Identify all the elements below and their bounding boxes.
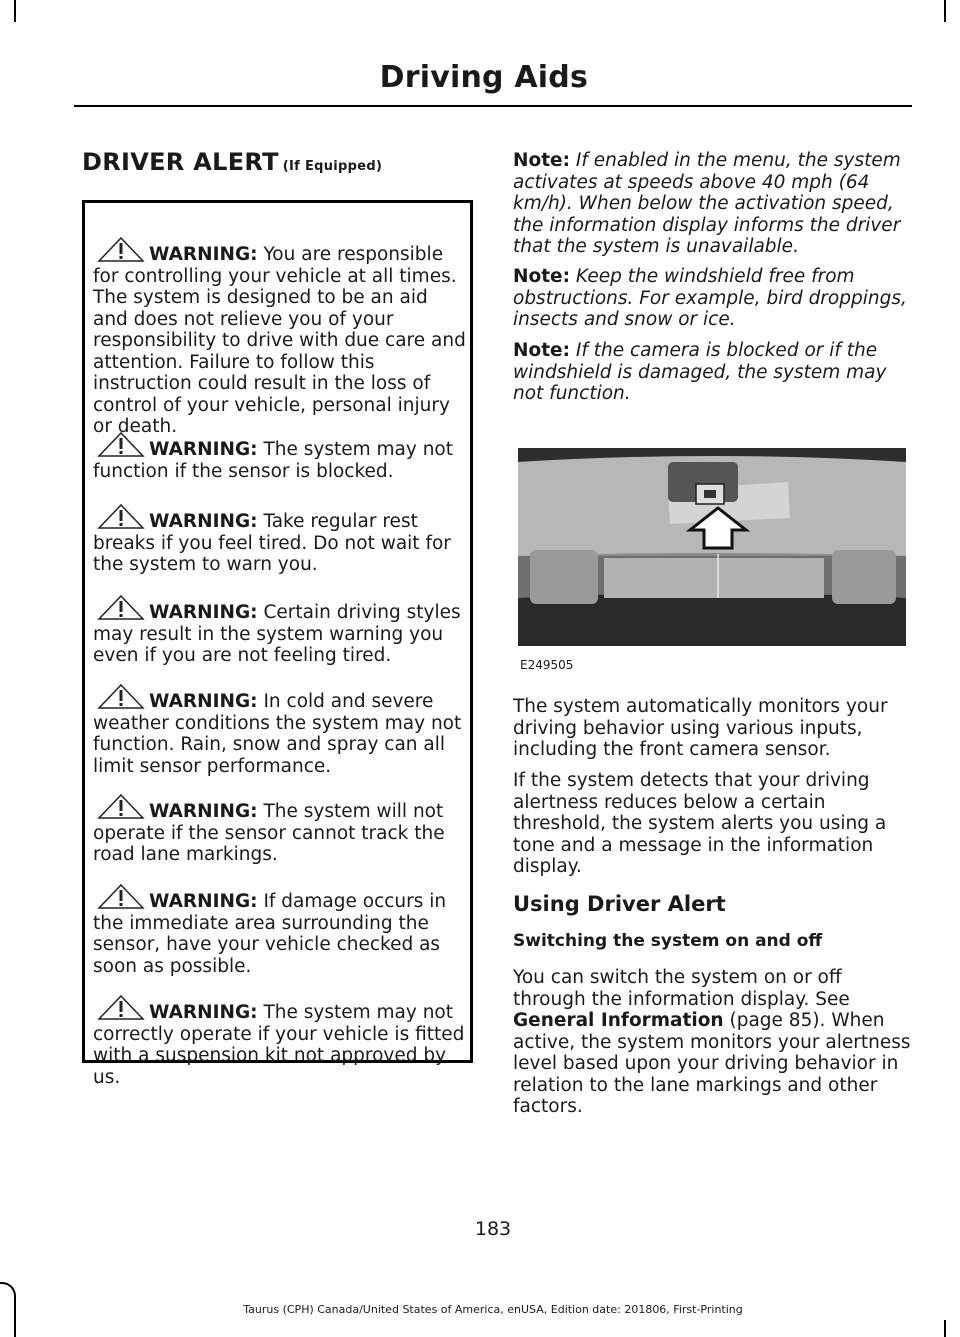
warning-1	[93, 236, 468, 438]
paragraph: If the system detects that your driving alertness reduces below a certain threshold, the system alerts you using a tone and a message in the information display.	[513, 770, 887, 877]
cross-reference-link[interactable]: General Information	[513, 1010, 724, 1031]
note-text: If the camera is blocked or if the windshield is damaged, the system may not function.	[513, 340, 887, 404]
note-2	[513, 266, 913, 331]
section-heading: Using Driver Alert	[513, 892, 726, 916]
warning-8	[93, 994, 468, 1088]
note-keyword: Note:	[513, 266, 570, 287]
warning-triangle-icon	[97, 431, 145, 457]
warning-6	[93, 793, 468, 866]
warning-7	[93, 883, 468, 977]
warning-text: Certain driving styles may result in the system warning you even if you are not feeling tired.	[93, 602, 461, 666]
warning-keyword: WARNING:	[149, 691, 258, 712]
warning-keyword: WARNING:	[149, 439, 258, 460]
warning-text: Take regular rest breaks if you feel tired. Do not wait for the system to warn you.	[93, 511, 451, 575]
warning-keyword: WARNING:	[149, 891, 258, 912]
warning-triangle-icon	[97, 683, 145, 709]
warning-text: You are responsible for controlling your vehicle at all times. The system is designed to be an aid and does not relieve you of your responsibility to drive with due care and attention. Failure to follow this instruction could result in the loss of control of your vehicle, personal injury or death.	[93, 244, 466, 437]
page-reference: (page 85).	[723, 1010, 826, 1031]
figure-label: E249505	[520, 658, 574, 672]
warning-triangle-icon	[97, 503, 145, 529]
section-title-text: DRIVER ALERT	[82, 148, 279, 176]
warning-triangle-icon	[97, 883, 145, 909]
warning-text: In cold and severe weather conditions the system may not function. Rain, snow and spray can all limit sensor performance.	[93, 691, 462, 777]
paragraph-text: You can switch the system on or off through the information display. See	[513, 967, 850, 1010]
crop-mark-top-left	[14, 0, 16, 22]
warning-keyword: WARNING:	[149, 511, 258, 532]
paragraph-text: When active, the system monitors your alertness level based upon your driving behavior in relation to the lane markings and other factors.	[513, 1010, 911, 1117]
paragraph	[513, 967, 913, 1118]
windshield-camera-illustration	[518, 448, 906, 646]
warning-triangle-icon	[97, 236, 145, 262]
header-rule	[74, 105, 912, 107]
note-text: Keep the windshield free from obstructions. For example, bird droppings, insects and snow or ice.	[513, 266, 907, 330]
page-header-title: Driving Aids	[379, 60, 588, 95]
subsection-heading: Switching the system on and off	[513, 931, 823, 951]
warning-5	[93, 683, 468, 777]
crop-mark-bottom-right	[944, 1320, 946, 1337]
warning-keyword: WARNING:	[149, 801, 258, 822]
footer-text: Taurus (CPH) Canada/United States of America, enUSA, Edition date: 201806, First-Printing	[243, 1303, 743, 1316]
warning-keyword: WARNING:	[149, 1002, 258, 1023]
warning-keyword: WARNING:	[149, 602, 258, 623]
note-keyword: Note:	[513, 340, 570, 361]
section-qualifier: (If Equipped)	[282, 159, 383, 174]
warning-keyword: WARNING:	[149, 244, 258, 265]
warning-4	[93, 594, 468, 667]
note-3	[513, 340, 913, 405]
warning-triangle-icon	[97, 793, 145, 819]
page-number: 183	[474, 1218, 512, 1240]
warning-triangle-icon	[97, 594, 145, 620]
note-keyword: Note:	[513, 150, 570, 171]
crop-mark-top-right	[944, 0, 946, 22]
section-title	[82, 148, 382, 176]
warning-3	[93, 503, 468, 576]
warning-triangle-icon	[97, 994, 145, 1020]
warning-box	[82, 200, 473, 1088]
warning-text: The system will not operate if the sensor cannot track the road lane markings.	[93, 801, 445, 865]
note-text: If enabled in the menu, the system activates at speeds above 40 mph (64 km/h). When below the activation speed, the information display informs the driver that the system is unavailable.	[513, 150, 901, 257]
warning-2	[93, 431, 468, 482]
warning-text: The system may not correctly operate if your vehicle is fitted with a suspension kit not approved by us.	[93, 1002, 465, 1088]
note-1	[513, 150, 913, 258]
warning-text: If damage occurs in the immediate area surrounding the sensor, have your vehicle checked as soon as possible.	[93, 891, 447, 977]
warning-text: The system may not function if the sensor is blocked.	[93, 439, 453, 482]
paragraph: The system automatically monitors your driving behavior using various inputs, including the front camera sensor.	[513, 696, 888, 760]
